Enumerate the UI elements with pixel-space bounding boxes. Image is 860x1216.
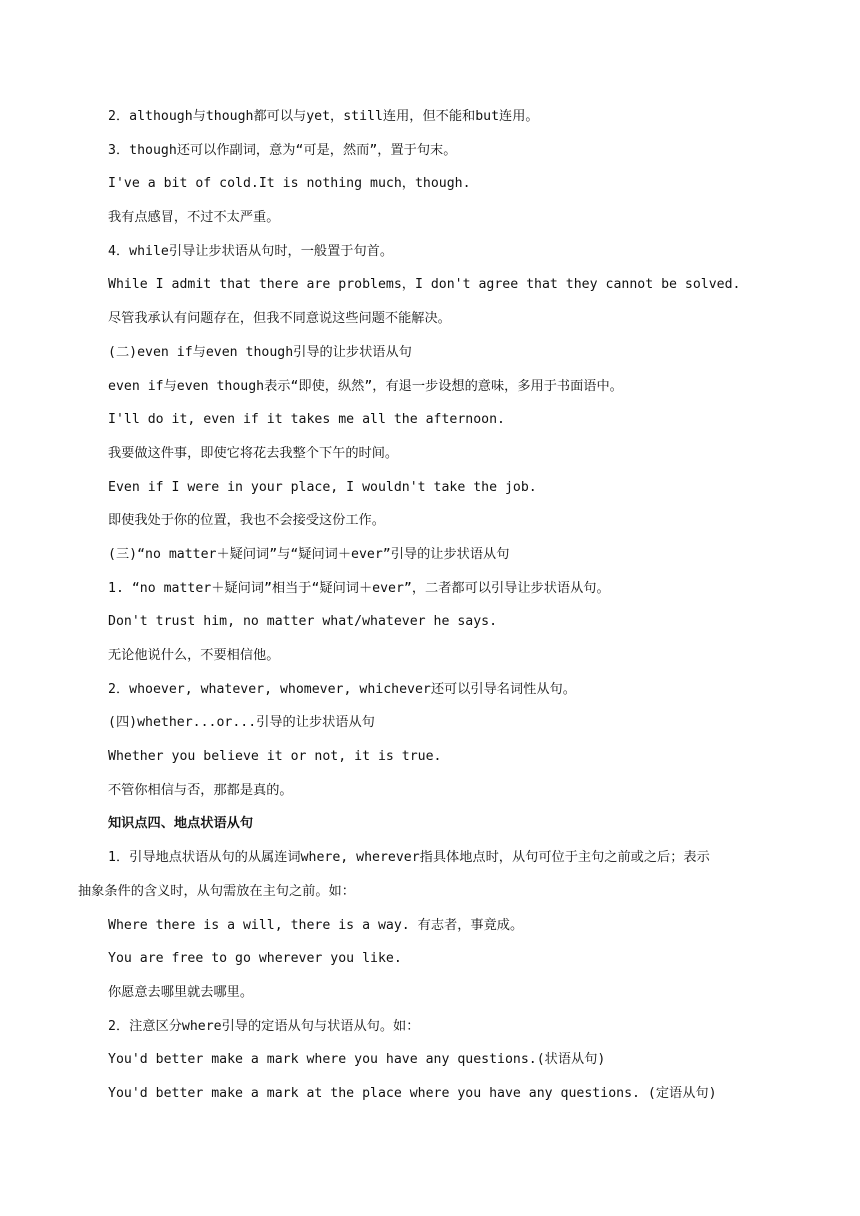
section-subheading: (二)even if与even though引导的让步状语从句 [108, 344, 412, 360]
paragraph-line: 抽象条件的含义时，从句需放在主句之前。如： [78, 883, 355, 899]
text-line: 2．whoever, whatever, whomever, whichever还可以引导名词性从句。 [108, 681, 576, 697]
text-line: 3．though还可以作副词，意为“可是，然而”，置于句末。 [108, 142, 457, 158]
example-sentence: You'd better make a mark where you have any questions.(状语从句) [108, 1052, 606, 1068]
translation-line: 我要做这件事，即使它将花去我整个下午的时间。 [108, 445, 399, 461]
example-sentence: Even if I were in your place, I wouldn't take the job. [108, 479, 537, 495]
text-line: even if与even though表示“即使，纵然”，有退一步设想的意味，多用于书面语中。 [108, 378, 623, 394]
section-subheading: (四)whether...or...引导的让步状语从句 [108, 715, 375, 731]
example-sentence: Don't trust him, no matter what/whatever he says. [108, 614, 498, 630]
text-line: 2．注意区分where引导的定语从句与状语从句。如： [108, 1018, 420, 1034]
translation-line: 尽管我承认有问题存在，但我不同意说这些问题不能解决。 [108, 311, 451, 327]
paragraph-line: 1．引导地点状语从句的从属连词where, wherever指具体地点时，从句可位于主句之前或之后；表示 [108, 850, 710, 866]
example-sentence: I've a bit of cold.It is nothing much，though. [108, 176, 471, 192]
translation-line: 即使我处于你的位置，我也不会接受这份工作。 [108, 513, 385, 529]
translation-line: 无论他说什么，不要相信他。 [108, 648, 280, 663]
example-sentence: You'd better make a mark at the place where you have any questions. (定语从句) [108, 1085, 717, 1101]
translation-line: 你愿意去哪里就去哪里。 [108, 984, 254, 1000]
section-heading: 知识点四、地点状语从句 [108, 816, 254, 832]
example-sentence: While I admit that there are problems，I don't agree that they cannot be solved. [108, 277, 741, 293]
text-line: 1. “no matter＋疑问词”相当于“疑问词＋ever”，二者都可以引导让步状语从句。 [108, 580, 610, 596]
example-sentence: Whether you believe it or not, it is true. [108, 749, 442, 765]
section-subheading: (三)“no matter＋疑问词”与“疑问词＋ever”引导的让步状语从句 [108, 546, 510, 562]
document-body [0, 100, 860, 1111]
example-sentence: Where there is a will, there is a way. 有志者，事竟成。 [108, 917, 524, 933]
translation-line: 不管你相信与否，那都是真的。 [108, 782, 293, 798]
translation-line: 我有点感冒，不过不太严重。 [108, 210, 280, 226]
example-sentence: I'll do it, even if it takes me all the afternoon. [108, 412, 505, 428]
example-sentence: You are free to go wherever you like. [108, 951, 402, 967]
text-line: 4．while引导让步状语从句时，一般置于句首。 [108, 243, 394, 259]
text-line: 2．although与though都可以与yet，still连用，但不能和but连用。 [108, 109, 539, 124]
